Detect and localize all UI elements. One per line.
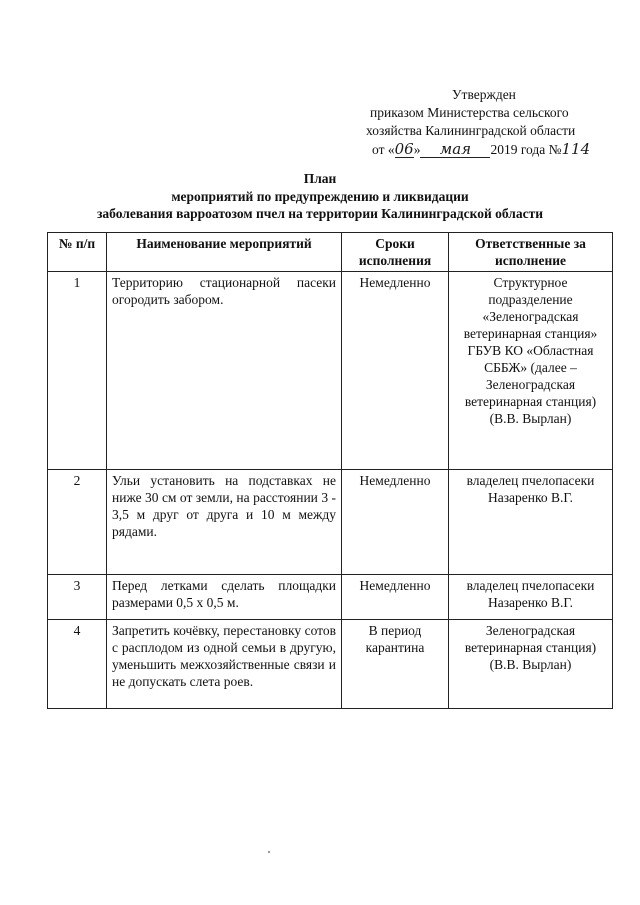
row-responsible: Зеленоградская ветеринарная станция) (В.В. Вырлан): [449, 620, 613, 709]
plan-subtitle-line2: заболевания варроатозом пчел на территории Калининградской области: [96, 206, 544, 221]
table-header-row: [48, 233, 613, 272]
header-num: № п/п: [48, 233, 107, 272]
approval-block: [366, 86, 616, 159]
approval-heading: Утвержден: [452, 87, 516, 102]
header-name: Наименование мероприятий: [107, 233, 342, 272]
row-num: 1: [48, 272, 107, 470]
table-row: [48, 272, 613, 470]
date-mid: »: [413, 142, 421, 157]
header-term: Сроки исполнения: [342, 233, 449, 272]
row-measure: Территорию стационарной пасеки огородить забором.: [107, 272, 342, 470]
row-measure: Запретить кочёвку, перестановку сотов с расплодом из одной семьи в другую, уменьшить межхозяйственные связи и не допускать слета роев.: [107, 620, 342, 709]
row-term: Немедленно: [342, 470, 449, 575]
row-num: 4: [48, 620, 107, 709]
row-num: 3: [48, 575, 107, 620]
table-row: [48, 620, 613, 709]
row-responsible: владелец пчелопасеки Назаренко В.Г.: [449, 470, 613, 575]
row-term: В период карантина: [342, 620, 449, 709]
plan-title: План: [303, 171, 337, 186]
row-measure: Перед летками сделать площадки размерами 0,5 х 0,5 м.: [107, 575, 342, 620]
date-month-handwritten: мая: [420, 142, 490, 158]
approval-order-line: приказом Министерства сельского: [370, 105, 569, 120]
approval-ministry-line: хозяйства Калининградской области: [366, 123, 576, 138]
date-day-handwritten: 06: [394, 140, 414, 158]
plan-subtitle-line1: мероприятий по предупреждению и ликвидации: [171, 189, 469, 204]
row-num: 2: [48, 470, 107, 575]
table-row: [48, 470, 613, 575]
row-responsible: владелец пчелопасеки Назаренко В.Г.: [449, 575, 613, 620]
approval-date-line: [366, 140, 616, 159]
table-row: [48, 575, 613, 620]
row-term: Немедленно: [342, 272, 449, 470]
measures-table: [47, 232, 613, 709]
date-year: 2019 года №: [490, 142, 562, 157]
date-prefix: от «: [372, 142, 395, 157]
row-term: Немедленно: [342, 575, 449, 620]
row-measure: Ульи установить на подставках не ниже 30 см от земли, на расстоянии 3 - 3,5 м друг от друга и 10 м между рядами.: [107, 470, 342, 575]
order-number-handwritten: 114: [561, 140, 591, 158]
scan-speck: [268, 851, 270, 853]
header-resp: Ответственные за исполнение: [449, 233, 613, 272]
row-responsible: Структурное подразделение «Зеленоградская ветеринарная станция» ГБУВ КО «Областная СББЖ» (далее – Зеленоградская ветеринарная станция) (В.В. Вырлан): [449, 272, 613, 470]
